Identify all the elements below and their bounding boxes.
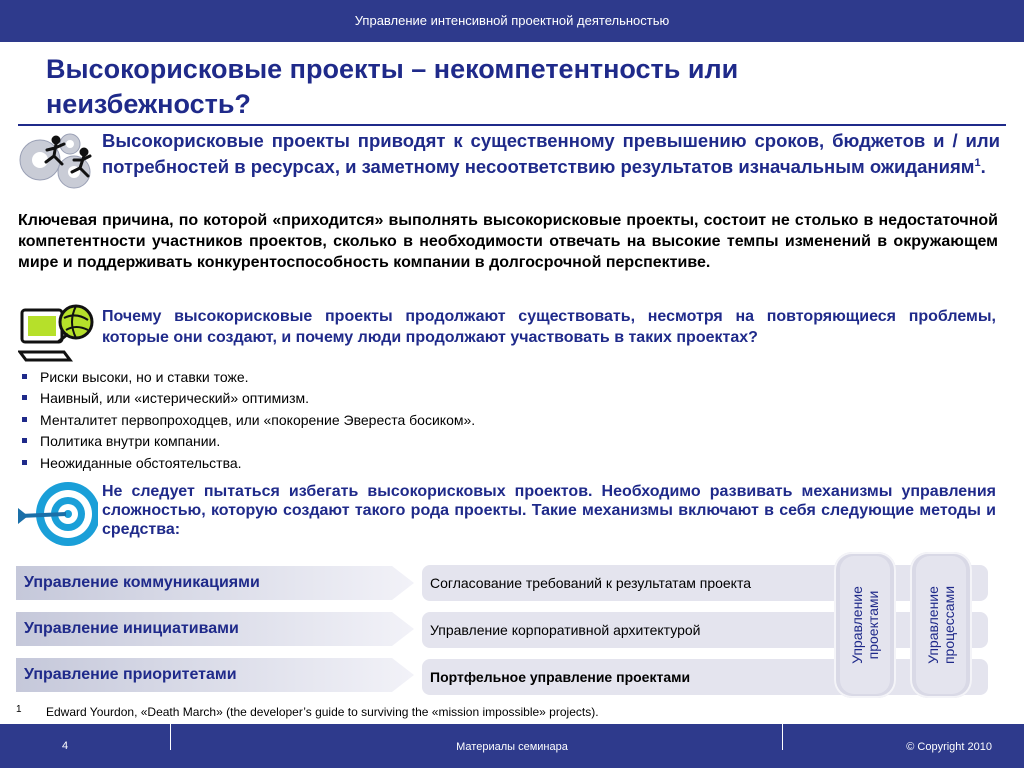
why-paragraph: Почему высокорисковые проекты продолжают существовать, несмотря на повторяющиеся проблемы, которые они создают, и почему люди продолжают участвовать в таких проектах? [102, 308, 996, 346]
footer-center-text: Материалы семинара [456, 741, 568, 753]
row-label-architecture: Управление корпоративной архитектурой [430, 622, 701, 638]
pill-process-management [910, 552, 972, 698]
arrow-label: Управление инициативами [24, 620, 239, 637]
title-divider [18, 124, 1006, 126]
reasons-list [20, 367, 720, 474]
list-item [20, 431, 720, 452]
row-label-requirements: Согласование требований к результатам проекта [430, 575, 752, 591]
target-arrow-icon [16, 478, 98, 550]
list-item-text: Неожиданные обстоятельства. [40, 454, 242, 471]
bullet-icon [22, 460, 27, 465]
list-item-text: Риски высоки, но и ставки тоже. [40, 369, 249, 385]
arrow-initiatives [16, 612, 414, 646]
arrow-label: Управление коммуникациями [24, 574, 260, 591]
copyright: © Copyright 2010 [906, 741, 992, 753]
arrow-label: Управление приоритетами [24, 666, 237, 683]
list-item [20, 453, 720, 474]
slide-title-line1: Высокорисковые проекты – некомпетентность или [46, 54, 739, 84]
arrow-priorities [16, 658, 414, 692]
pill-label [849, 586, 881, 664]
running-people-gears-icon [14, 130, 98, 198]
pill-line: процессами [941, 585, 957, 665]
footnote-ref: 1 [974, 157, 981, 169]
pill-project-management [834, 552, 896, 698]
list-item [20, 410, 720, 431]
list-item-text: Наивный, или «истерический» оптимизм. [40, 390, 310, 407]
conclusion-paragraph: Не следует пытаться избегать высокорисковых проектов. Необходимо развивать механизмы управления сложностью, которую создают такого рода проекты. Такие механизмы включают в себя следующие методы и средства: [102, 483, 996, 538]
row-label-portfolio: Портфельное управление проектами [430, 669, 691, 685]
footnote-number: 1 [16, 704, 22, 715]
intro-paragraph [102, 130, 1000, 178]
intro-text: Высокорисковые проекты приводят к существенному превышению сроков, бюджетов и / или потребностей в ресурсах, и заметному несоответствию результатов изначальным ожиданиям [102, 130, 1000, 178]
pill-label [925, 586, 957, 664]
arrow-communications [16, 566, 414, 600]
slide-title-line2: неизбежность? [46, 89, 251, 119]
footnote-text: Edward Yourdon, «Death March» (the developer’s guide to surviving the «mission impossible» projects). [46, 705, 599, 719]
bullet-icon [22, 395, 27, 400]
list-item-text: Политика внутри компании. [40, 433, 221, 450]
pill-line: Управление [925, 586, 941, 664]
header-bar [0, 0, 1024, 42]
page-number: 4 [62, 740, 69, 752]
list-item [20, 388, 720, 409]
pill-text [834, 552, 896, 698]
list-item [20, 367, 720, 388]
computer-globe-icon [18, 302, 98, 364]
intro-text-end: . [980, 156, 986, 178]
pill-line: проектами [865, 590, 881, 660]
bullet-icon [22, 417, 27, 422]
slide-title [46, 52, 946, 122]
list-item-text: Менталитет первопроходцев, или «покорение Эвереста босиком». [40, 411, 476, 428]
footer-bar [0, 724, 1024, 768]
header-title: Управление интенсивной проектной деятельностью [354, 13, 670, 28]
pill-text [910, 552, 972, 698]
bullet-icon [22, 374, 27, 379]
pill-line: Управление [849, 586, 865, 664]
key-reason-paragraph: Ключевая причина, по которой «приходится» выполнять высокорисковые проекты, состоит не столько в недостаточной компетентности участников проектов, сколько в необходимости отвечать на высокие темпы изменений в окружающем мире и поддерживать конкурентоспособность компании в долгосрочной перспективе. [18, 212, 998, 271]
bullet-icon [22, 438, 27, 443]
